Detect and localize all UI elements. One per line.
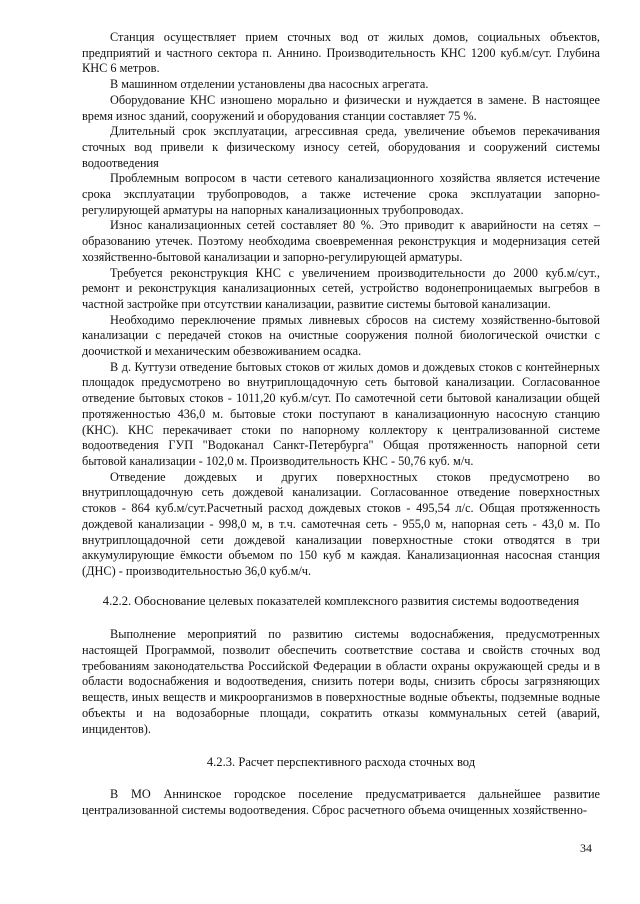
paragraph-forecast-flow: В МО Аннинское городское поселение предусматривается дальнейшее развитие централизованной системы водоотведения. Сброс расчетного объема очищенных хозяйственно- (82, 786, 600, 817)
page-number: 34 (580, 841, 592, 855)
section-heading-4-2-3: 4.2.3. Расчет перспективного расхода сточных вод (206, 755, 476, 770)
paragraph-kuttuzi-domestic: В д. Куттузи отведение бытовых стоков от жилых домов и дождевых стоков с контейнерных площадок предусмотрено во внутриплощадочную сеть бытовой канализации. Согласованное отведение бытовых стоков - 1011,20 куб.м/сут. По самотечной сети бытовой канализации общей протяженностью 436,0 м. бытовые стоки поступают в канализационную насосную станцию (КНС). КНС перекачивает стоки по напорному коллектору к централизованной системе водоотведения ГУП "Водоканал Санкт-Петербурга" Общая протяженность напорной сети бытовой канализации - 102,0 м. Производительность КНС - 50,76 куб. м/ч. (82, 359, 600, 468)
paragraph-long-service: Длительный срок эксплуатации, агрессивная среда, увеличение объемов перекачивания сточных вод привели к физическому износу сетей, оборудования и сооружений системы водоотведения (82, 124, 600, 170)
paragraph-kuttuzi-storm: Отведение дождевых и других поверхностных стоков предусмотрено во внутриплощадочную сеть дождевой канализации. Согласованное отведение поверхностных стоков - 864 куб.м/сут.Расчетный расход дождевых стоков - 495,54 л/с. Общая протяженность дождевой канализации - 998,0 м, в т.ч. самотечная сеть - 955,0 м, напорная сеть - 43,0 м. По внутриплощадочной сети дождевой канализации поверхностные стоки отводятся в три аккумулирующие ёмкости объемом по 150 куб м каждая. Канализационная насосная станция (ДНС) - производительностью 36,0 куб.м/ч. (82, 469, 600, 578)
paragraph-station-intake: Станция осуществляет прием сточных вод от жилых домов, социальных объектов, предприятий и частного сектора п. Аннино. Производительность КНС 1200 куб.м/сут. Глубина КНС 6 метров. (82, 30, 600, 76)
paragraph-reconstruction: Требуется реконструкция КНС с увеличением производительности до 2000 куб.м/сут., ремонт и реконструкция канализационных сетей, устройство водонепроницаемых выгребов в частной застройке при отсутствии канализации, развитие системы бытовой канализации. (82, 265, 600, 311)
section-heading-4-2-2: 4.2.2. Обоснование целевых показателей комплексного развития системы водоотведения (102, 593, 580, 608)
paragraph-pump-units: В машинном отделении установлены два насосных агрегата. (110, 77, 429, 92)
paragraph-network-wear: Износ канализационных сетей составляет 80 %. Это приводит к аварийности на сетях – образованию утечек. Поэтому необходима своевременная реконструкция и модернизация сетей хозяйственно-бытовой канализации и запорно-регулирующей арматуры. (82, 218, 600, 264)
paragraph-network-problem: Проблемным вопросом в части сетевого канализационного хозяйства является истечение срока эксплуатации трубопроводов, а также истечение срока эксплуатации запорно-регулирующей арматуры на напорных канализационных трубопроводах. (82, 171, 600, 217)
paragraph-target-indicators: Выполнение мероприятий по развитию системы водоснабжения, предусмотренных настоящей Программой, позволит обеспечить соответствие состава и свойств сточных вод требованиям законодательства Российской Федерации в области охраны окружающей среды и в области водоснабжения и водоотведения, снизить потери воды, снизить сбросы загрязняющих веществ, иных веществ и микроорганизмов в поверхностные водные объекты, подземные водные объекты и на водозаборные площади, сократить отказы коммунальных сетей (аварий, инцидентов). (82, 627, 600, 736)
paragraph-equipment-wear: Оборудование КНС изношено морально и физически и нуждается в замене. В настоящее время износ зданий, сооружений и оборудования станции составляет 75 %. (82, 92, 600, 123)
paragraph-storm-switch: Необходимо переключение прямых ливневых сбросов на систему хозяйственно-бытовой канализации с передачей стоков на очистные сооружения полной биологической очистки с доочисткой и механическим обезвоживанием осадка. (82, 312, 600, 359)
page-body (82, 30, 600, 818)
